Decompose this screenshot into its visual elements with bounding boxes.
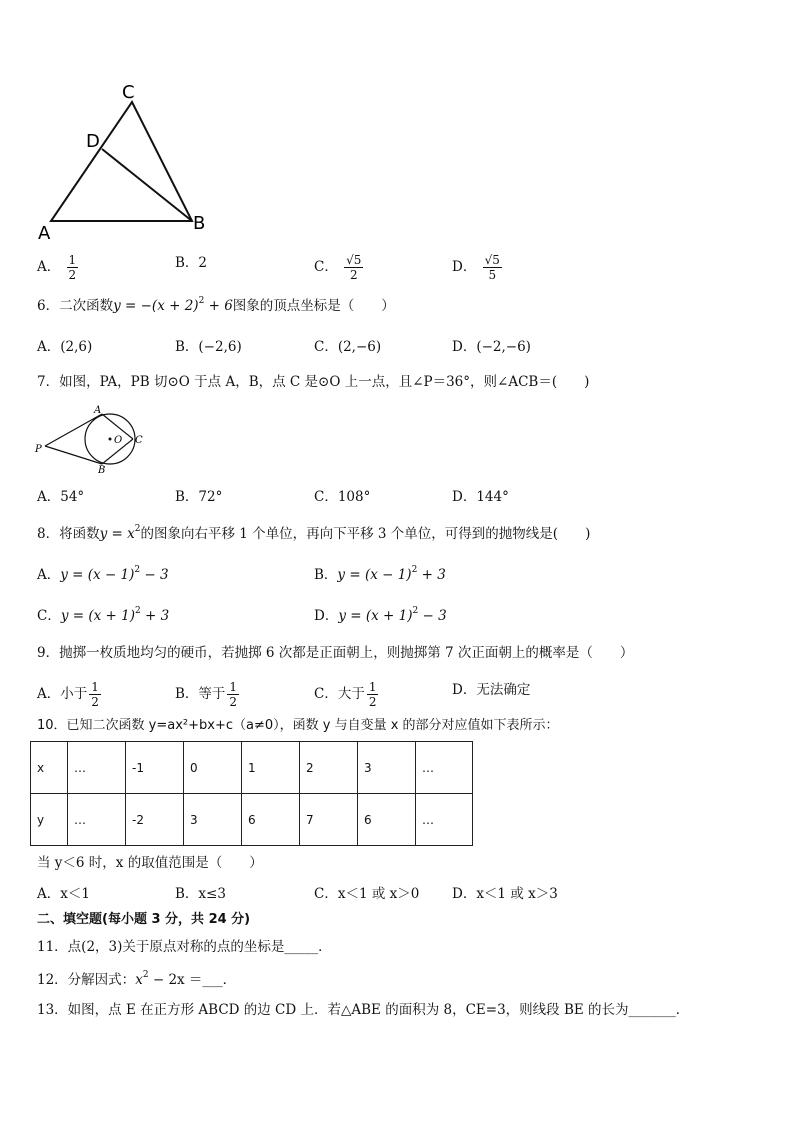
q8-option-a[interactable]: A．$y = (x - 1)^2 - 3$ [37,565,169,583]
q5-option-c[interactable]: C． $\frac{√5}{2}$ [314,253,362,282]
fraction: $\frac{1}{2}$ [68,253,77,282]
fraction: $\frac{√5}{2}$ [346,253,362,282]
label-c: C [122,82,135,103]
q6-option-c[interactable]: C．(2,−6) [314,339,382,355]
q5-option-d[interactable]: D． $\frac{√5}{5}$ [452,253,500,282]
section-heading: 二、填空题(每小题 3 分，共 24 分) [37,912,251,927]
q6-option-d[interactable]: D．(−2,−6) [452,339,531,355]
q10-option-a[interactable]: A．x＜1 [37,886,90,902]
fraction: $\frac{1}{2}$ [368,680,377,709]
fraction: $\frac{1}{2}$ [91,680,99,709]
q9-option-c[interactable]: C．大于 $\frac{1}{2}$ [314,680,377,709]
fraction: $\frac{√5}{5}$ [484,253,500,282]
q6-option-b[interactable]: B．(−2,6) [175,339,242,355]
q9-stem: 9．抛掷一枚质地均匀的硬币，若抛掷 6 次都是正面朝上，则抛掷第 7 次正面朝上的概率是（ ） [37,645,634,661]
tangent-pa [45,414,102,446]
tangent-circle-figure [34,402,154,474]
q10-option-c[interactable]: C．x＜1 或 x＞0 [314,886,420,902]
q8-option-c[interactable]: C．$y = (x + 1)^2 + 3$ [37,606,170,624]
q7-option-b[interactable]: B．72° [175,489,223,505]
q5-option-a[interactable]: A． $\frac{1}{2}$ [37,253,77,282]
value-table [30,741,473,846]
q10-option-b[interactable]: B．x≤3 [175,886,226,902]
q11: 11．点(2，3)关于原点对称的点的坐标是_____． [37,939,332,955]
q9-option-d[interactable]: D．无法确定 [452,682,531,698]
q7-option-a[interactable]: A．54° [37,489,85,505]
q6-option-a[interactable]: A．(2,6) [37,339,93,355]
q8-stem: 8．将函数$y = x^2$的图象向右平移 1 个单位，再向下平移 3 个单位，可得到的抛物线是( ) [37,524,591,542]
label-a: A [94,405,102,416]
fraction: $\frac{1}{2}$ [229,680,238,709]
label-b: B [98,465,106,474]
q7-stem: 7．如图，PA，PB 切⊙O 于点 A，B，点 C 是⊙O 上一点，且∠P＝36°，则∠ACB＝( ) [37,374,590,390]
q9-option-a[interactable]: A．小于 $\frac{1}{2}$ [37,680,99,709]
q7-option-c[interactable]: C．108° [314,489,371,505]
triangle-figure [30,78,220,243]
label-c: C [135,435,143,446]
q5-option-b[interactable]: B．2 [175,255,208,271]
label-o: O [114,435,123,446]
label-d: D [86,131,100,152]
tangent-pb [45,446,102,464]
center-dot [109,438,112,441]
table-row-y: y … -2 3 6 7 6 … [31,794,473,846]
q7-option-d[interactable]: D．144° [452,489,509,505]
q9-option-b[interactable]: B．等于 $\frac{1}{2}$ [175,680,238,709]
q10-option-d[interactable]: D．x＜1 或 x＞3 [452,886,558,902]
q8-option-d[interactable]: D．$y = (x + 1)^2 - 3$ [314,606,447,624]
q12: 12．分解因式：$x^2 - 2x$ ＝___． [37,970,237,988]
table-row-x: x … -1 0 1 2 3 … [31,742,473,794]
q10-question: 当 y＜6 时，x 的取值范围是（ ） [37,855,263,871]
segment-bd [102,149,192,221]
q8-option-b[interactable]: B．$y = (x - 1)^2 + 3$ [314,565,446,583]
q6-stem: 6．二次函数$y = -(x + 2)^2 + 6$图象的顶点坐标是（ ） [37,296,395,314]
q10-stem: 10．已知二次函数 y=ax²+bx+c（a≠0），函数 y 与自变量 x 的部分对应值如下表所示： [37,718,559,733]
q13: 13．如图，点 E 在正方形 ABCD 的边 CD 上．若△ABE 的面积为 8，CE=3，则线段 BE 的长为_______． [37,1002,690,1018]
label-a: A [38,223,51,243]
label-b: B [193,213,206,234]
label-p: P [35,444,42,455]
